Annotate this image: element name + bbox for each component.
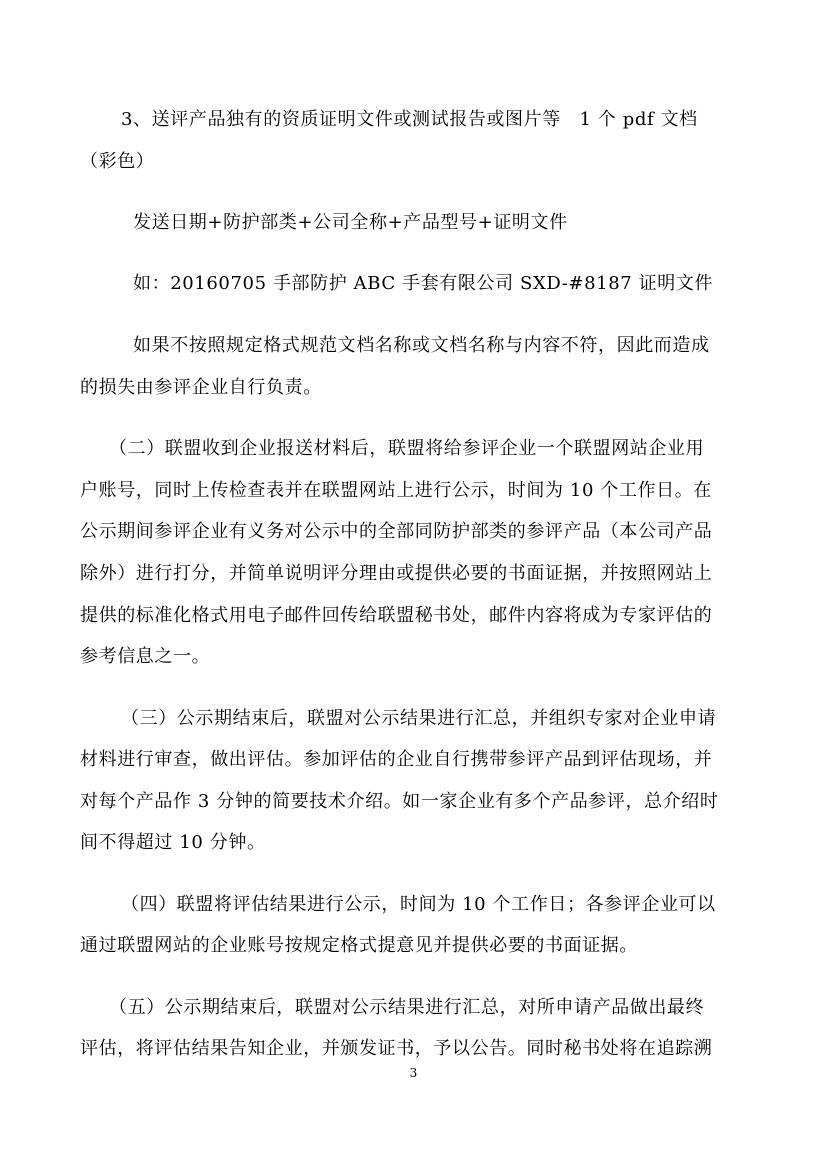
text-line: 除外）进行打分，并简单说明评分理由或提供必要的书面证据，并按照网站上 [80,563,713,584]
text-line: 3、送评产品独有的资质证明文件或测试报告或图片等 1 个 pdf 文档 [121,109,698,130]
text-line: 间不得超过 10 分钟。 [80,832,266,853]
text-line: 材料进行审查，做出评估。参加评估的企业自行携带参评产品到评估现场，并 [80,749,713,770]
text-line: （三）公示期结束后，联盟对公示结果进行汇总，并组织专家对企业申请 [121,708,717,729]
text-line: 评估，将评估结果告知企业，并颁发证书，予以公告。同时秘书处将在追踪溯 [80,1038,713,1059]
text-line: （五）公示期结束后，联盟对公示结果进行汇总，对所申请产品做出最终 [109,997,705,1018]
text-line: 提供的标准化格式用电子邮件回传给联盟秘书处，邮件内容将成为专家评估的 [80,605,713,626]
text-line: （四）联盟将评估结果进行公示，时间为 10 个工作日；各参评企业可以 [121,894,716,915]
text-line: 对每个产品作 3 分钟的简要技术介绍。如一家企业有多个产品参评，总介绍时 [80,791,719,812]
text-line: 公示期间参评企业有义务对公示中的全部同防护部类的参评产品（本公司产品 [80,521,713,542]
page-number: 3 [409,1066,418,1080]
text-line: 户账号，同时上传检查表并在联盟网站上进行公示，时间为 10 个工作日。在 [80,480,712,501]
text-line: 的损失由参评企业自行负责。 [80,377,322,398]
text-line: 如果不按照规定格式规范文档名称或文档名称与内容不符，因此而造成 [133,335,710,356]
text-line: 发送日期+防护部类+公司全称+产品型号+证明文件 [133,212,568,233]
text-line: 如：20160705 手部防护 ABC 手套有限公司 SXD-#8187 证明文件 [133,273,714,294]
text-line: （二）联盟收到企业报送材料后，联盟将给参评企业一个联盟网站企业用 [109,438,705,459]
text-line: （彩色） [80,151,155,172]
text-line: 参考信息之一。 [80,646,211,667]
text-line: 通过联盟网站的企业账号按规定格式提意见并提供必要的书面证据。 [80,935,638,956]
